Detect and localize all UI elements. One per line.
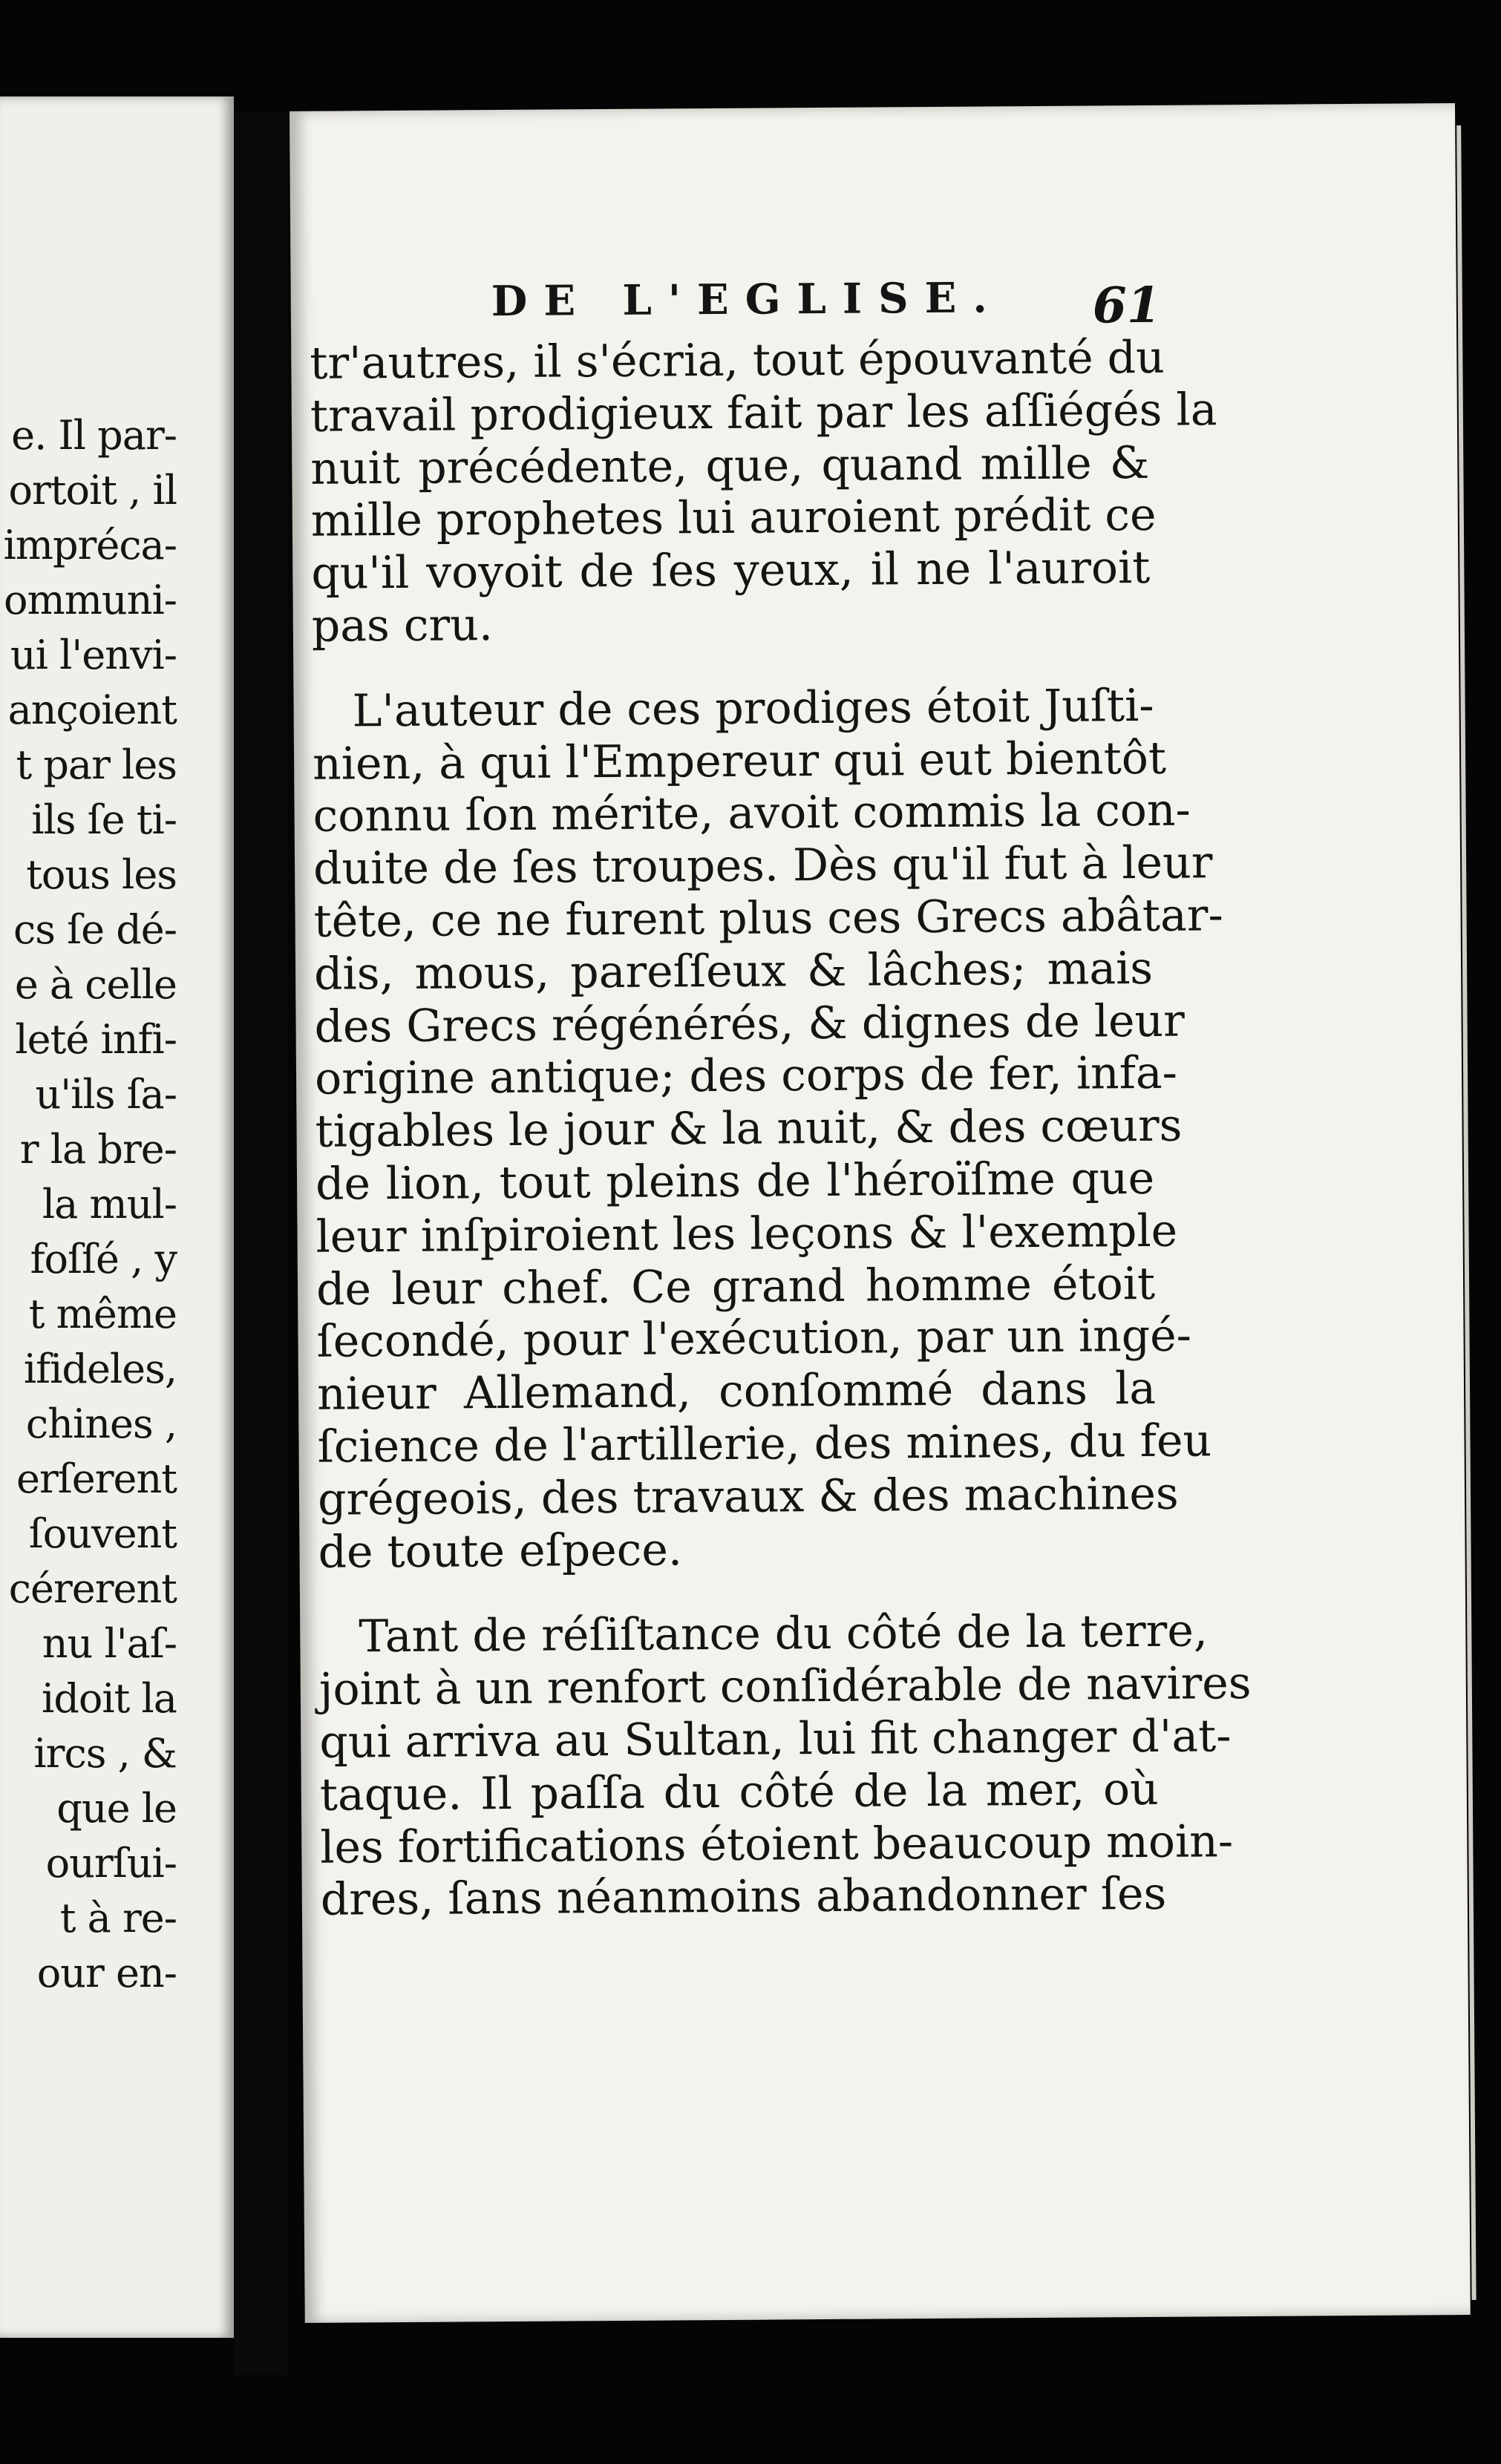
text-line: leur inſpiroient les leçons & l'exemple <box>315 1205 1178 1263</box>
text-line: connu ſon mérite, avoit commis la con- <box>313 784 1191 843</box>
page-body-text <box>310 331 1252 1927</box>
text-line: tr'autres, il s'écria, tout épouvanté du <box>310 331 1165 390</box>
paragraph <box>312 679 1223 1579</box>
text-line: pas cru. <box>311 599 494 652</box>
previous-page-line: ſouvent <box>28 1510 177 1557</box>
text-line: mille prophetes lui auroient prédit ce <box>310 489 1157 548</box>
previous-page-line: impréca- <box>3 522 177 569</box>
previous-page-line: ui l'envi- <box>10 632 177 678</box>
running-head: DE L'EGLISE. <box>491 273 1004 327</box>
text-line: tête, ce ne furent plus ces Grecs abâtar- <box>313 889 1223 948</box>
text-line: dres, ſans néanmoins abandonner ſes <box>320 1868 1167 1927</box>
paragraph-gap <box>318 1573 1157 1611</box>
previous-page-line: cérerent <box>8 1565 177 1612</box>
text-line: dis, mous, pareſſeux & lâches; mais <box>313 942 1154 1000</box>
previous-page-line: ommuni- <box>4 577 177 623</box>
previous-page-line: e. Il par- <box>11 412 177 459</box>
book-gutter <box>234 111 287 2375</box>
text-line: duite de ſes troupes. Dès qu'il fut à leur <box>313 836 1213 895</box>
text-line: de lion, tout pleins de l'héroïſme que <box>315 1152 1155 1210</box>
text-line: Tant de réſiſtance du côté de la terre, <box>359 1605 1209 1663</box>
previous-page-line: tous les <box>26 851 177 898</box>
text-line: qui arriva au Sultan, lui fit changer d'at- <box>319 1710 1232 1769</box>
previous-page-line: our en- <box>36 1950 177 1996</box>
text-line: nien, à qui l'Empereur qui eut bientôt <box>312 732 1167 790</box>
previous-page-text <box>0 408 223 2001</box>
previous-page-line: e à celle <box>14 961 177 1008</box>
text-line: qu'il voyoit de ſes yeux, il ne l'auroit <box>311 542 1151 600</box>
previous-page-line: ançoient <box>7 687 177 733</box>
paragraph-gap <box>312 647 1151 686</box>
previous-page-line: ortoit , il <box>8 467 177 514</box>
previous-page-line: t par les <box>16 741 177 788</box>
text-line: L'auteur de ces prodiges étoit Juſti- <box>352 679 1154 738</box>
previous-page-line: r la bre- <box>19 1126 177 1173</box>
text-line: ſecondé, pour l'exécution, par un ingé- <box>316 1309 1192 1369</box>
text-line: taque. Il paſſa du côté de la mer, où <box>319 1763 1160 1821</box>
previous-page-line: cs ſe dé- <box>13 906 177 953</box>
previous-page-line: ils ſe ti- <box>31 796 177 843</box>
previous-page-line: ourſui- <box>45 1840 177 1887</box>
text-line: les fortifications étoient beaucoup moin- <box>320 1815 1234 1874</box>
text-line: nieur Allemand, conſommé dans la <box>316 1363 1157 1421</box>
previous-page-line: t à re- <box>59 1895 177 1942</box>
current-page <box>290 103 1471 2323</box>
previous-page-line: ircs , & <box>33 1730 177 1777</box>
previous-page-line: u'ils ſa- <box>35 1071 177 1118</box>
previous-page-line: idoit la <box>42 1675 177 1722</box>
text-line: tigables le jour & la nuit, & des cœurs <box>315 1099 1183 1158</box>
paragraph <box>318 1605 1252 1927</box>
text-line: grégeois, des travaux & des machines <box>317 1467 1179 1526</box>
previous-page-line: chines , <box>25 1400 177 1447</box>
previous-page-line: nu l'aſ- <box>42 1620 177 1667</box>
previous-page-line: que le <box>56 1785 177 1832</box>
previous-page-line: ifideles, <box>23 1346 177 1392</box>
text-line: joint à un renfort conſidérable de navires <box>318 1657 1252 1716</box>
text-line: ſcience de l'artillerie, des mines, du feu <box>317 1415 1212 1473</box>
paragraph <box>310 331 1217 653</box>
previous-page-line: t même <box>28 1291 177 1337</box>
text-line: de toute eſpece. <box>318 1523 683 1579</box>
text-line: origine antique; des corps de fer, infa- <box>314 1047 1178 1106</box>
page-number: 61 <box>1092 275 1161 335</box>
previous-page-fragment <box>0 96 234 2338</box>
previous-page-line: leté infi- <box>15 1016 177 1063</box>
text-line: de leur chef. Ce grand homme étoit <box>315 1257 1156 1316</box>
text-line: nuit précédente, que, quand mille & <box>310 436 1150 495</box>
text-line: travail prodigieux fait par les aſſiégés la <box>310 384 1217 442</box>
previous-page-line: foſſé , y <box>30 1236 177 1282</box>
previous-page-line: la mul- <box>42 1181 177 1228</box>
text-line: des Grecs régénérés, & dignes de leur <box>314 995 1186 1053</box>
previous-page-line: erſerent <box>16 1455 177 1502</box>
